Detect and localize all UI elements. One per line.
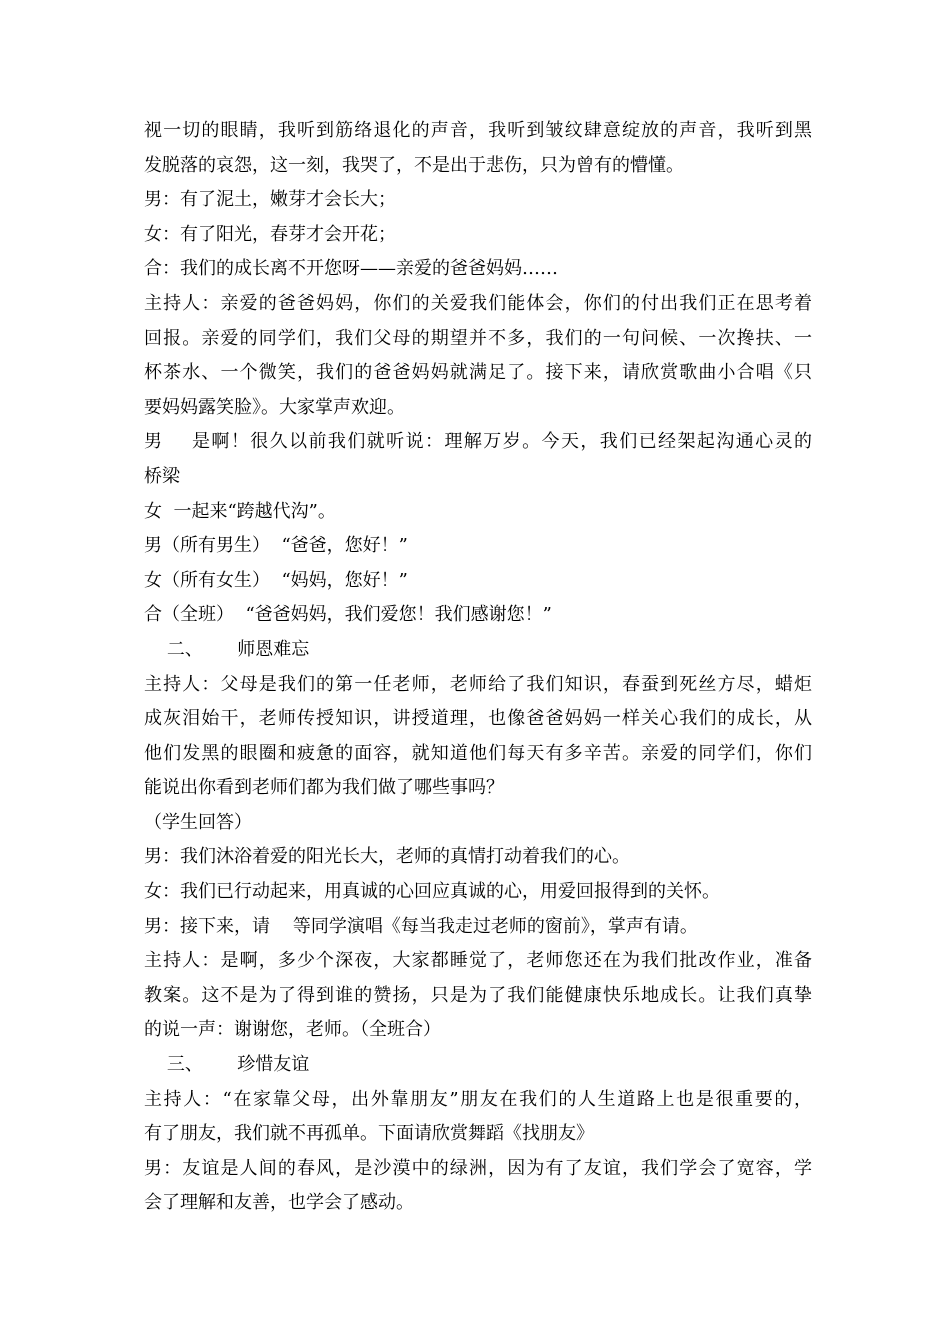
text-line: 男 是啊！很久以前我们就听说：理解万岁。今天，我们已经架起沟通心灵的 bbox=[144, 431, 812, 453]
text-line: 的说一声：谢谢您，老师。（全班合） bbox=[144, 1019, 441, 1041]
text-line: 女：我们已行动起来，用真诚的心回应真诚的心，用爱回报得到的关怀。 bbox=[144, 881, 720, 903]
section-heading: 三、 珍惜友谊 bbox=[144, 1054, 310, 1076]
text-line: 有了朋友，我们就不再孤单。下面请欣赏舞蹈《找朋友》 bbox=[144, 1123, 594, 1145]
text-line: 他们发黑的眼圈和疲惫的面容，就知道他们每天有多辛苦。亲爱的同学们，你们 bbox=[144, 742, 812, 764]
text-line: 视一切的眼睛，我听到筋络退化的声音，我听到皱纹肆意绽放的声音，我听到黑 bbox=[144, 120, 812, 141]
text-line: 女 一起来“跨越代沟”。 bbox=[144, 500, 336, 522]
text-line: 男（所有男生） “爸爸，您好！” bbox=[144, 535, 408, 557]
text-line: 女：有了阳光，春芽才会开花； bbox=[144, 223, 396, 245]
text-line: 合（全班） “爸爸妈妈，我们爱您！我们感谢您！” bbox=[144, 604, 552, 626]
text-line: 主持人：父母是我们的第一任老师，老师给了我们知识，春蚕到死丝方尽，蜡炬 bbox=[144, 673, 812, 695]
text-line: 合：我们的成长离不开您呀——亲爱的爸爸妈妈…… bbox=[144, 258, 558, 280]
text-line: 发脱落的哀怨，这一刻，我哭了，不是出于悲伤，只为曾有的懵懂。 bbox=[144, 154, 684, 176]
text-line: 男：有了泥土，嫩芽才会长大； bbox=[144, 189, 396, 211]
text-line: 主持人：“在家靠父母，出外靠朋友”朋友在我们的人生道路上也是很重要的， bbox=[144, 1088, 812, 1110]
document-body bbox=[144, 114, 812, 1221]
text-line: 能说出你看到老师们都为我们做了哪些事吗？ bbox=[144, 777, 504, 799]
text-line: 要妈妈露笑脸》。大家掌声欢迎。 bbox=[144, 396, 405, 418]
text-line: 回报。亲爱的同学们，我们父母的期望并不多，我们的一句问候、一次搀扶、一 bbox=[144, 327, 812, 349]
section-heading: 二、 师恩难忘 bbox=[144, 638, 310, 660]
text-line: 杯茶水、一个微笑，我们的爸爸妈妈就满足了。接下来，请欣赏歌曲小合唱《只 bbox=[144, 362, 812, 384]
text-line: 成灰泪始干，老师传授知识，讲授道理，也像爸爸妈妈一样关心我们的成长，从 bbox=[144, 708, 812, 730]
text-line: 女（所有女生） “妈妈，您好！” bbox=[144, 569, 408, 591]
text-line: 主持人：亲爱的爸爸妈妈，你们的关爱我们能体会，你们的付出我们正在思考着 bbox=[144, 292, 812, 314]
text-line: 主持人：是啊，多少个深夜，大家都睡觉了，老师您还在为我们批改作业，准备 bbox=[144, 950, 812, 972]
text-line: 男：我们沐浴着爱的阳光长大，老师的真情打动着我们的心。 bbox=[144, 846, 630, 868]
text-line: 男：友谊是人间的春风，是沙漠中的绿洲，因为有了友谊，我们学会了宽容，学 bbox=[144, 1157, 812, 1179]
text-line: （学生回答） bbox=[144, 811, 252, 833]
text-line: 教案。这不是为了得到谁的赞扬，只是为了我们能健康快乐地成长。让我们真挚 bbox=[144, 984, 812, 1006]
text-line: 桥梁 bbox=[144, 465, 180, 487]
text-line: 男：接下来，请 等同学演唱《每当我走过老师的窗前》，掌声有请。 bbox=[144, 915, 698, 937]
text-line: 会了理解和友善，也学会了感动。 bbox=[144, 1192, 414, 1214]
